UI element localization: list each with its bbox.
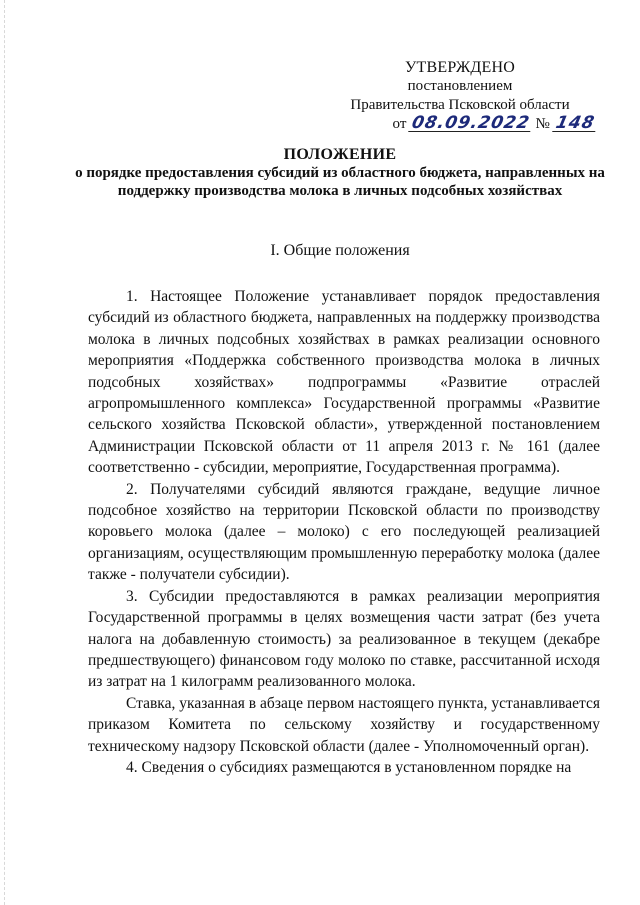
paragraph: 2. Получателями субсидий являются граждане, ведущие личное подсобное хозяйство на территории Псковской области по производству коровьего молока (далее – молоко) с его последующей реализацией организациям, осуществляющим промышленную переработку молока (далее также - получатели субсидии). (88, 480, 600, 584)
paragraph: 4. Сведения о субсидиях размещаются в установленном порядке на (126, 758, 572, 776)
scan-edge (4, 0, 6, 905)
section-heading: I. Общие положения (270, 242, 410, 259)
document-body (88, 286, 600, 778)
paragraph: Ставка, указанная в абзаце первом настоящего пункта, устанавливается приказом Комитета по сельскому хозяйству и государственному техническому надзору Псковской области (далее - Уполномоченный орган). (88, 694, 600, 755)
approval-block (300, 58, 620, 134)
document-title: ПОЛОЖЕНИЕ (283, 146, 397, 163)
paragraph: 3. Субсидии предоставляются в рамках реализации мероприятия Государственной программы в целях возмещения части затрат (без учета налога на добавленную стоимость) за реализованное в текущем (декабре предшествующего) финансовом году молоко по ставке, рассчитанной исходя из затрат на 1 килограмм реализованного молока. (88, 587, 600, 691)
paragraph: 1. Настоящее Положение устанавливает порядок предоставления субсидий из областного бюджета, направленных на поддержку производства молока в личных подсобных хозяйствах в рамках реализации основного мероприятия «Поддержка собственного производства молока в личных подсобных хозяйствах» подпрограммы «Развитие отраслей агропромышленного комплекса» Государственной программы «Развитие сельского хозяйства Псковской области», утвержденной постановлением Администрации Псковской области от 11 апреля 2013 г. № 161 (далее соответственно - субсидии, мероприятие, Государственная программа). (88, 288, 600, 477)
approval-line-1: постановлением (407, 78, 513, 94)
approval-stamp: УТВЕРЖДЕНО (404, 59, 515, 76)
date-prefix: от (392, 116, 407, 132)
approval-line-2: Правительства Псковской области (350, 97, 570, 113)
handwritten-number: 148 (553, 113, 597, 133)
document-title-block (60, 146, 620, 200)
handwritten-date: 08.09.2022 (410, 113, 532, 133)
number-prefix: № (535, 116, 550, 132)
approval-date-line (300, 115, 620, 134)
document-subtitle: о порядке предоставления субсидий из областного бюджета, направленных на поддержку производства молока в личных подсобных хозяйствах (75, 165, 605, 199)
